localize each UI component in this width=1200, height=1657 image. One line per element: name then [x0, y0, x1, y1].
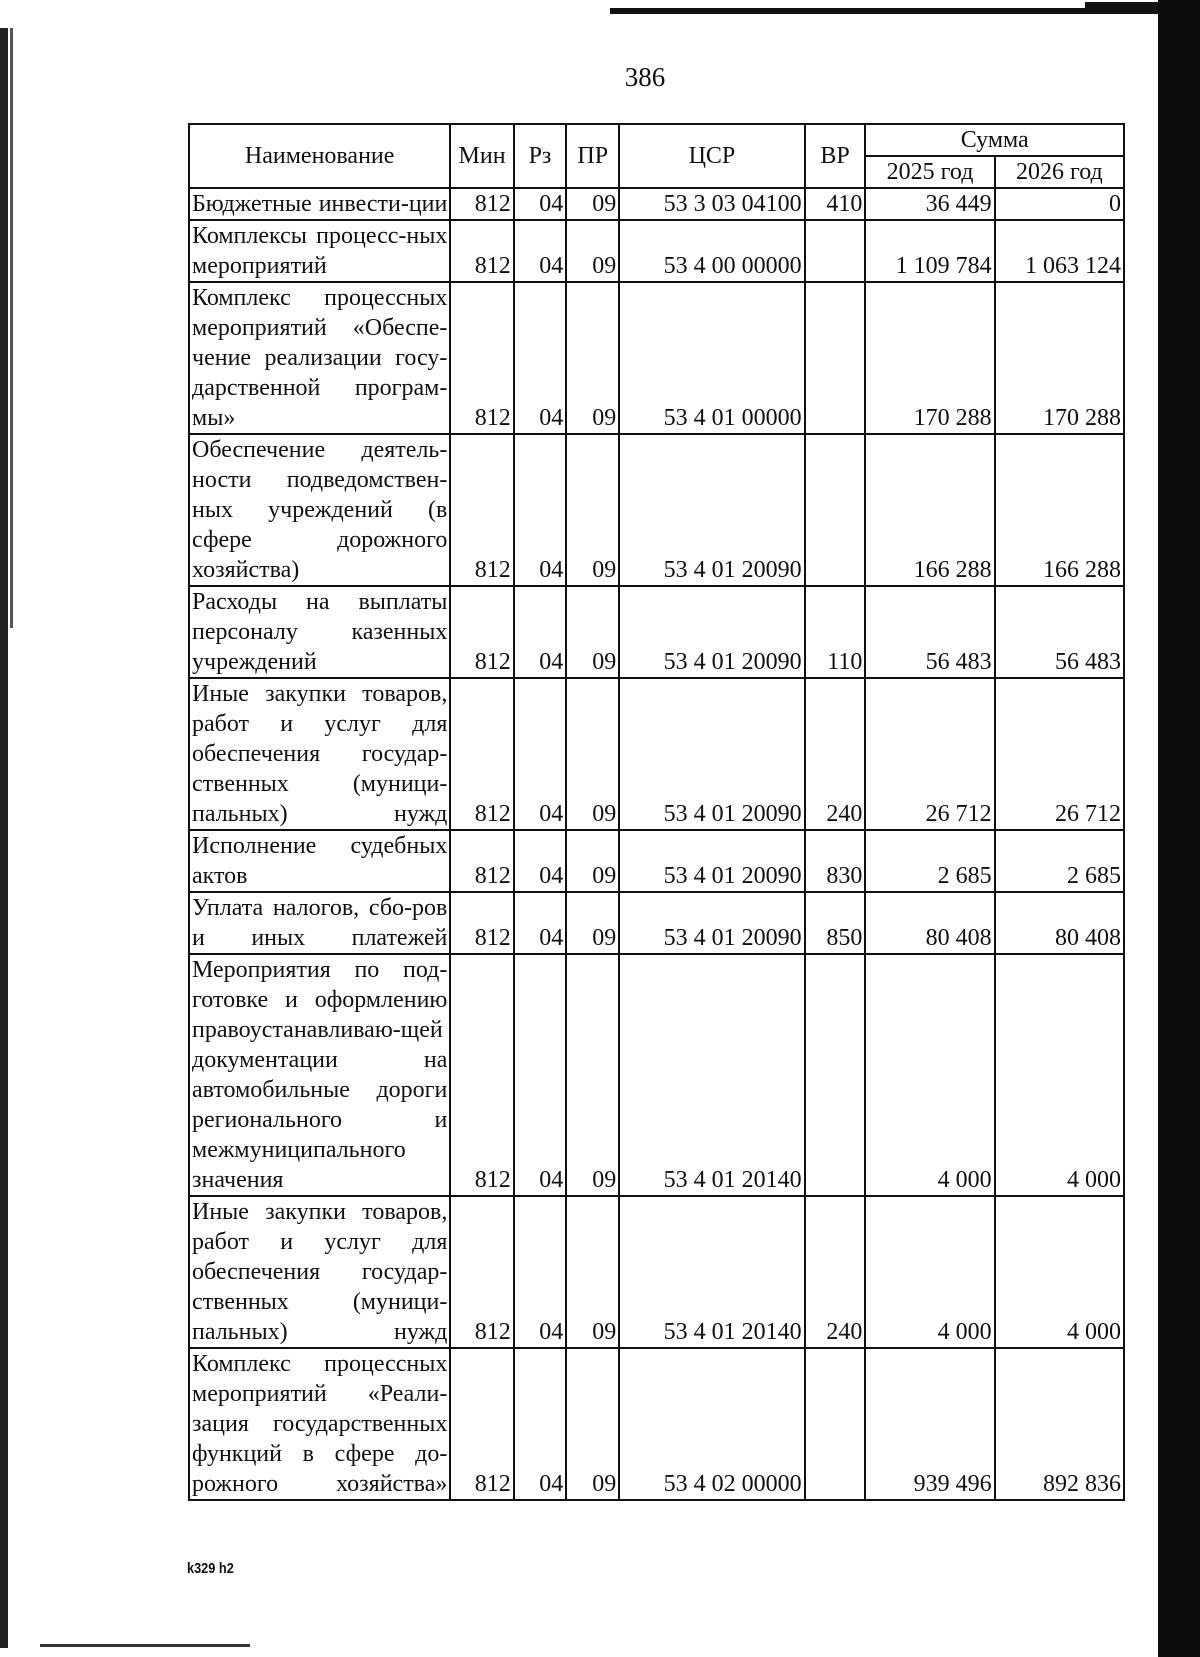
cell-vr [805, 434, 866, 586]
scan-artifact-left-line [10, 28, 13, 628]
cell-name: Обеспечение деятель-ности подведомствен-ных учреждений (в сфере дорожного хозяйства) [189, 434, 450, 586]
footer-code: k329 h2 [187, 1560, 234, 1577]
cell-name: Комплекс процессных мероприятий «Реали-зация государственных функций в сфере до-рожного хозяйства» [189, 1348, 450, 1500]
cell-pr: 09 [566, 1196, 619, 1348]
table-row [189, 220, 1124, 282]
cell-rz: 04 [514, 1348, 567, 1500]
cell-pr: 09 [566, 434, 619, 586]
cell-min: 812 [450, 220, 513, 282]
cell-vr [805, 1348, 866, 1500]
cell-sum-2026: 2 685 [995, 830, 1124, 892]
cell-csr: 53 4 01 20090 [619, 678, 804, 830]
cell-min: 812 [450, 892, 513, 954]
cell-vr [805, 282, 866, 434]
cell-pr: 09 [566, 830, 619, 892]
header-pr: ПР [566, 124, 619, 188]
cell-sum-2025: 1 109 784 [865, 220, 994, 282]
table-row [189, 1196, 1124, 1348]
cell-name: Уплата налогов, сбо-ров и иных платежей [189, 892, 450, 954]
scan-artifact-bottom-line [40, 1644, 250, 1647]
table-row [189, 678, 1124, 830]
scan-artifact-top [610, 8, 1160, 14]
cell-sum-2025: 56 483 [865, 586, 994, 678]
cell-vr: 850 [805, 892, 866, 954]
cell-pr: 09 [566, 1348, 619, 1500]
cell-min: 812 [450, 282, 513, 434]
cell-sum-2025: 166 288 [865, 434, 994, 586]
table-row [189, 434, 1124, 586]
cell-name: Иные закупки товаров, работ и услуг для обеспечения государ-ственных (муници-пальных) нужд [189, 1196, 450, 1348]
table-row [189, 188, 1124, 220]
cell-sum-2026: 170 288 [995, 282, 1124, 434]
cell-sum-2025: 4 000 [865, 954, 994, 1196]
header-csr: ЦСР [619, 124, 804, 188]
cell-rz: 04 [514, 830, 567, 892]
cell-sum-2025: 170 288 [865, 282, 994, 434]
cell-pr: 09 [566, 188, 619, 220]
cell-min: 812 [450, 188, 513, 220]
cell-csr: 53 4 01 20140 [619, 1196, 804, 1348]
cell-name: Расходы на выплаты персоналу казенных учреждений [189, 586, 450, 678]
cell-rz: 04 [514, 678, 567, 830]
table-row [189, 954, 1124, 1196]
cell-sum-2025: 36 449 [865, 188, 994, 220]
cell-sum-2026: 1 063 124 [995, 220, 1124, 282]
cell-sum-2025: 2 685 [865, 830, 994, 892]
cell-rz: 04 [514, 434, 567, 586]
cell-name: Комплексы процесс-ных мероприятий [189, 220, 450, 282]
cell-min: 812 [450, 678, 513, 830]
cell-rz: 04 [514, 586, 567, 678]
cell-csr: 53 4 01 00000 [619, 282, 804, 434]
cell-min: 812 [450, 1196, 513, 1348]
cell-sum-2026: 166 288 [995, 434, 1124, 586]
cell-csr: 53 4 02 00000 [619, 1348, 804, 1500]
cell-sum-2025: 80 408 [865, 892, 994, 954]
scan-artifact-top-corner [1085, 2, 1160, 12]
header-year-2025: 2025 год [865, 156, 994, 188]
header-row [189, 124, 1124, 156]
cell-min: 812 [450, 830, 513, 892]
cell-vr: 830 [805, 830, 866, 892]
cell-sum-2025: 4 000 [865, 1196, 994, 1348]
cell-sum-2026: 80 408 [995, 892, 1124, 954]
cell-pr: 09 [566, 892, 619, 954]
cell-sum-2025: 26 712 [865, 678, 994, 830]
table-row [189, 1348, 1124, 1500]
cell-vr: 410 [805, 188, 866, 220]
cell-pr: 09 [566, 954, 619, 1196]
cell-csr: 53 4 00 00000 [619, 220, 804, 282]
cell-min: 812 [450, 954, 513, 1196]
cell-sum-2026: 892 836 [995, 1348, 1124, 1500]
cell-sum-2026: 4 000 [995, 954, 1124, 1196]
table-row [189, 830, 1124, 892]
cell-sum-2026: 4 000 [995, 1196, 1124, 1348]
cell-sum-2026: 56 483 [995, 586, 1124, 678]
scan-artifact-right-edge [1158, 0, 1200, 1657]
table-row [189, 282, 1124, 434]
header-sum: Сумма [865, 124, 1124, 156]
cell-csr: 53 4 01 20090 [619, 892, 804, 954]
scan-artifact-left-edge [0, 28, 8, 1648]
cell-vr: 240 [805, 678, 866, 830]
cell-name: Исполнение судебных актов [189, 830, 450, 892]
cell-vr: 110 [805, 586, 866, 678]
cell-csr: 53 4 01 20090 [619, 434, 804, 586]
cell-rz: 04 [514, 954, 567, 1196]
cell-csr: 53 3 03 04100 [619, 188, 804, 220]
table-row [189, 892, 1124, 954]
table-row [189, 586, 1124, 678]
cell-vr: 240 [805, 1196, 866, 1348]
cell-name: Бюджетные инвести-ции [189, 188, 450, 220]
cell-name: Иные закупки товаров, работ и услуг для обеспечения государ-ственных (муници-пальных) нужд [189, 678, 450, 830]
budget-table [188, 123, 1125, 1501]
cell-name: Комплекс процессных мероприятий «Обеспе-чение реализации госу-дарственной програм-мы» [189, 282, 450, 434]
header-vr: ВР [805, 124, 866, 188]
cell-vr [805, 220, 866, 282]
cell-vr [805, 954, 866, 1196]
cell-pr: 09 [566, 678, 619, 830]
cell-rz: 04 [514, 282, 567, 434]
cell-min: 812 [450, 434, 513, 586]
cell-min: 812 [450, 586, 513, 678]
cell-pr: 09 [566, 586, 619, 678]
header-year-2026: 2026 год [995, 156, 1124, 188]
header-rz: Рз [514, 124, 567, 188]
header-name: Наименование [189, 124, 450, 188]
cell-pr: 09 [566, 220, 619, 282]
cell-csr: 53 4 01 20140 [619, 954, 804, 1196]
header-min: Мин [450, 124, 513, 188]
cell-csr: 53 4 01 20090 [619, 586, 804, 678]
cell-sum-2026: 0 [995, 188, 1124, 220]
cell-csr: 53 4 01 20090 [619, 830, 804, 892]
cell-rz: 04 [514, 892, 567, 954]
page-number: 386 [624, 62, 666, 92]
cell-sum-2025: 939 496 [865, 1348, 994, 1500]
cell-rz: 04 [514, 220, 567, 282]
cell-sum-2026: 26 712 [995, 678, 1124, 830]
cell-rz: 04 [514, 1196, 567, 1348]
cell-min: 812 [450, 1348, 513, 1500]
cell-pr: 09 [566, 282, 619, 434]
cell-name: Мероприятия по под-готовке и оформлению правоустанавливаю-щей документации на автомобильные дороги регионального и межмуниципального значения [189, 954, 450, 1196]
cell-rz: 04 [514, 188, 567, 220]
